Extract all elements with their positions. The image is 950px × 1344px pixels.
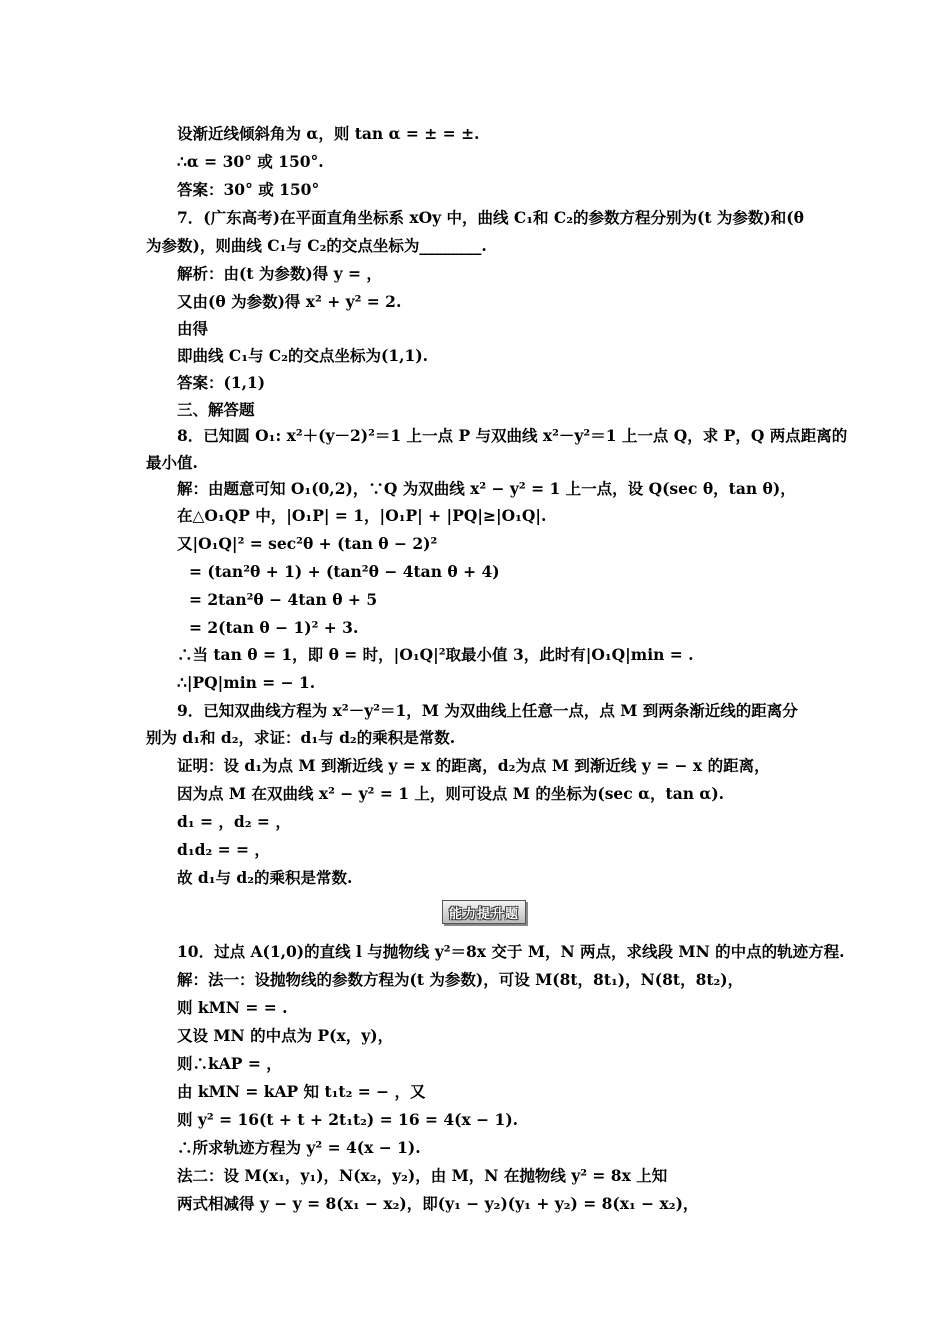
question-7: 7．(广东高考)在平面直角坐标系 xOy 中，曲线 C₁和 C₂的参数方程分别为(t 为参数)和(θ xyxy=(177,208,804,227)
question-8-cont: 最小值. xyxy=(146,453,198,472)
text-line: 因为点 M 在双曲线 x² − y² = 1 上，则可设点 M 的坐标为(sec α，tan α). xyxy=(177,784,725,803)
text-line: 则 kMN = = . xyxy=(177,998,288,1017)
text-line: 解析：由(t 为参数)得 y = ， xyxy=(177,264,382,283)
text-line: ∴所求轨迹方程为 y² = 4(x − 1). xyxy=(177,1138,421,1157)
text-line: ∴当 tan θ = 1，即 θ = 时，|O₁Q|²取最小值 3，此时有|O₁Q|min = . xyxy=(177,645,694,664)
text-line: 两式相减得 y − y = 8(x₁ − x₂)，即(y₁ − y₂)(y₁ + y₂) = 8(x₁ − x₂)， xyxy=(177,1194,699,1213)
text-line: ∴|PQ|min = − 1. xyxy=(177,673,316,692)
text-line: d₁ = ，d₂ = ， xyxy=(177,812,291,831)
text-line: 又|O₁Q|² = sec²θ + (tan θ − 2)² xyxy=(177,534,438,553)
question-9: 9．已知双曲线方程为 x²－y²＝1，M 为双曲线上任意一点，点 M 到两条渐近线的距离分 xyxy=(177,701,798,720)
question-9-cont: 别为 d₁和 d₂，求证：d₁与 d₂的乘积是常数. xyxy=(146,728,456,747)
text-line: 在△O₁QP 中，|O₁P| = 1，|O₁P| + |PQ|≥|O₁Q|. xyxy=(177,506,547,525)
section-heading: 三、解答题 xyxy=(177,400,255,419)
text-line: 则∴kAP = ， xyxy=(177,1054,282,1073)
question-10: 10．过点 A(1,0)的直线 l 与抛物线 y²＝8x 交于 M，N 两点，求线段 MN 的中点的轨迹方程. xyxy=(177,942,845,961)
text-line: d₁d₂ = = ， xyxy=(177,840,270,859)
text-line: = (tan²θ + 1) + (tan²θ − 4tan θ + 4) xyxy=(189,562,500,581)
text-line: 即曲线 C₁与 C₂的交点坐标为(1,1). xyxy=(177,346,429,365)
question-7-cont: 为参数)，则曲线 C₁与 C₂的交点坐标为________. xyxy=(146,236,487,255)
answer-line: 答案：30° 或 150° xyxy=(177,180,320,199)
text-line: 解：由题意可知 O₁(0,2)，∵Q 为双曲线 x² − y² = 1 上一点，设 Q(sec θ，tan θ)， xyxy=(177,479,796,498)
text-line: 法二：设 M(x₁，y₁)，N(x₂，y₂)，由 M，N 在抛物线 y² = 8x 上知 xyxy=(177,1166,668,1185)
answer-line: 答案：(1,1) xyxy=(177,373,266,392)
section-badge xyxy=(442,900,526,924)
text-line: 由 kMN = kAP 知 t₁t₂ = − ，又 xyxy=(177,1082,426,1101)
section-badge-label: 能力提升题 xyxy=(448,906,519,922)
text-line: 则 y² = 16(t + t + 2t₁t₂) = 16 = 4(x − 1). xyxy=(177,1110,519,1129)
text-line: 由得 xyxy=(177,319,209,338)
text-line: = 2(tan θ − 1)² + 3. xyxy=(189,618,359,637)
text-line: 又由(θ 为参数)得 x² + y² = 2. xyxy=(177,292,402,311)
text-line: 解：法一：设抛物线的参数方程为(t 为参数)，可设 M(8t，8t₁)，N(8t，8t₂)， xyxy=(177,970,744,989)
text-line: 又设 MN 的中点为 P(x，y)， xyxy=(177,1026,394,1045)
text-line: ∴α = 30° 或 150°. xyxy=(177,152,324,171)
text-line: = 2tan²θ − 4tan θ + 5 xyxy=(189,590,378,609)
question-8: 8．已知圆 O₁: x²＋(y－2)²＝1 上一点 P 与双曲线 x²－y²＝1 上一点 Q，求 P，Q 两点距离的 xyxy=(177,426,848,445)
text-line: 证明：设 d₁为点 M 到渐近线 y = x 的距离，d₂为点 M 到渐近线 y = − x 的距离， xyxy=(177,756,770,775)
text-line: 故 d₁与 d₂的乘积是常数. xyxy=(177,868,353,887)
text-line: 设渐近线倾斜角为 α，则 tan α = ± = ±. xyxy=(177,124,480,143)
